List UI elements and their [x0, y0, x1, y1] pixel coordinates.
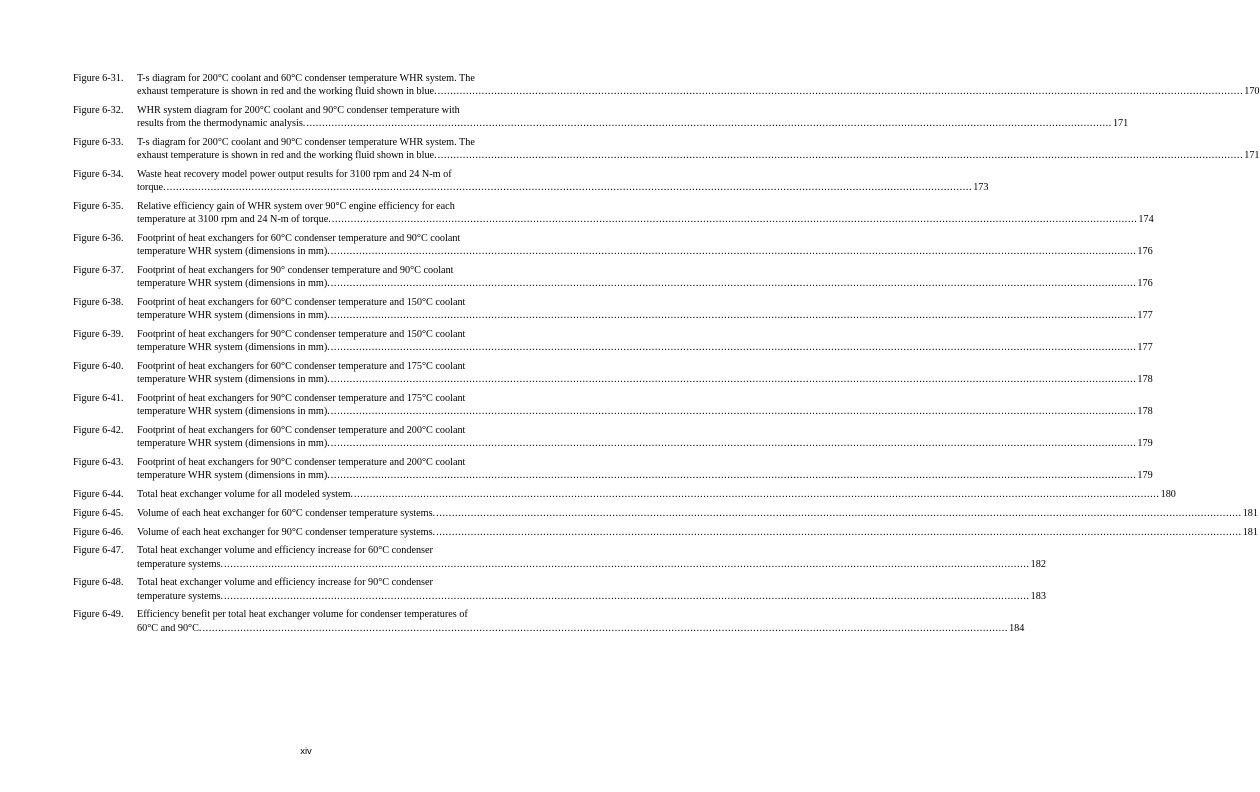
list-item[interactable] — [73, 456, 1153, 482]
figure-caption — [137, 488, 1176, 501]
page-reference[interactable]: 176 — [1137, 278, 1153, 290]
caption-text: Volume of each heat exchanger for 90°C condenser temperature systems. — [137, 526, 436, 538]
caption-last-line — [137, 85, 1260, 98]
caption-last-line — [137, 507, 1258, 520]
figure-label: Figure 6-34. — [73, 169, 124, 180]
figure-caption — [137, 168, 988, 194]
caption-last-line — [137, 558, 1046, 571]
list-of-figures — [73, 72, 1260, 640]
caption-last-line — [137, 526, 1258, 539]
list-item[interactable] — [73, 264, 1153, 290]
list-item[interactable] — [73, 526, 1258, 539]
page-number: xiv — [300, 746, 312, 757]
caption-text: 60°C and 90°C. — [137, 622, 202, 634]
list-item[interactable] — [73, 232, 1153, 258]
caption-text: torque. — [137, 182, 166, 194]
figure-caption — [137, 544, 1046, 570]
caption-line: Footprint of heat exchangers for 90°C condenser temperature and 175°C coolant — [137, 393, 466, 404]
figure-label: Figure 6-35. — [73, 201, 124, 212]
caption-line: Footprint of heat exchangers for 90°C condenser temperature and 200°C coolant — [137, 457, 466, 468]
caption-last-line — [137, 245, 1153, 258]
list-item[interactable] — [73, 328, 1153, 354]
figure-label: Figure 6-36. — [73, 233, 124, 244]
caption-last-line — [137, 373, 1153, 386]
list-item[interactable] — [73, 544, 1046, 570]
figure-label: Figure 6-47. — [73, 545, 124, 557]
caption-line: Footprint of heat exchangers for 60°C condenser temperature and 200°C coolant — [137, 425, 466, 436]
caption-last-line — [137, 149, 1260, 162]
figure-caption — [137, 526, 1258, 539]
dot-leader — [330, 405, 1138, 418]
dot-leader — [223, 558, 1031, 571]
figure-label: Figure 6-48. — [73, 577, 124, 589]
caption-text: temperature WHR system (dimensions in mm). — [137, 470, 330, 482]
figure-caption — [137, 72, 1260, 98]
caption-last-line — [137, 309, 1153, 322]
page-reference[interactable]: 183 — [1030, 590, 1046, 602]
page-reference[interactable]: 177 — [1137, 310, 1153, 322]
list-item[interactable] — [73, 168, 989, 194]
dot-leader — [330, 309, 1138, 322]
caption-last-line — [137, 405, 1153, 418]
figure-caption — [137, 608, 1024, 634]
caption-line: Footprint of heat exchangers for 90° condenser temperature and 90°C coolant — [137, 265, 454, 276]
dot-leader — [437, 85, 1245, 98]
figure-label: Figure 6-38. — [73, 297, 124, 308]
dot-leader — [330, 341, 1138, 354]
list-item[interactable] — [73, 360, 1153, 386]
figure-label: Figure 6-39. — [73, 329, 124, 340]
dot-leader — [437, 149, 1245, 162]
caption-last-line — [137, 622, 1024, 635]
caption-text: exhaust temperature is shown in red and the working fluid shown in blue. — [137, 150, 437, 162]
caption-text: Volume of each heat exchanger for 60°C condenser temperature systems. — [137, 507, 436, 519]
figure-caption — [137, 264, 1153, 290]
caption-last-line — [137, 341, 1153, 354]
page-reference[interactable]: 176 — [1137, 246, 1153, 258]
list-item[interactable] — [73, 72, 1260, 98]
page-reference[interactable]: 178 — [1137, 406, 1153, 418]
page-reference[interactable]: 171 — [1112, 118, 1129, 130]
caption-line: Footprint of heat exchangers for 60°C condenser temperature and 150°C coolant — [137, 297, 466, 308]
dot-leader — [166, 181, 974, 194]
figure-label: Figure 6-42. — [73, 425, 124, 436]
list-item[interactable] — [73, 200, 1154, 226]
dot-leader — [331, 213, 1139, 226]
page-reference[interactable]: 179 — [1137, 470, 1153, 482]
caption-text: temperature WHR system (dimensions in mm). — [137, 438, 330, 450]
caption-text: results from the thermodynamic analysis. — [137, 118, 306, 130]
caption-text: temperature systems. — [137, 590, 224, 602]
figure-label: Figure 6-37. — [73, 265, 124, 276]
dot-leader — [330, 277, 1138, 290]
caption-line: Footprint of heat exchangers for 60°C condenser temperature and 175°C coolant — [137, 361, 466, 372]
dot-leader — [330, 373, 1138, 386]
caption-last-line — [137, 469, 1153, 482]
page-reference[interactable]: 174 — [1138, 214, 1154, 226]
caption-line: T-s diagram for 200°C coolant and 60°C condenser temperature WHR system. The — [137, 73, 475, 84]
page-reference[interactable]: 173 — [973, 182, 989, 194]
list-item[interactable] — [73, 576, 1046, 602]
figure-caption — [137, 360, 1153, 386]
figure-label: Figure 6-32. — [73, 105, 124, 116]
caption-text: Total heat exchanger volume for all modeled system. — [137, 489, 353, 500]
figure-label: Figure 6-41. — [73, 393, 124, 404]
page-reference[interactable]: 177 — [1137, 342, 1153, 354]
caption-line: Relative efficiency gain of WHR system over 90°C engine efficiency for each — [137, 201, 455, 212]
caption-line: Footprint of heat exchangers for 90°C condenser temperature and 150°C coolant — [137, 329, 466, 340]
dot-leader — [305, 117, 1113, 130]
figure-label: Figure 6-46. — [73, 526, 124, 538]
dot-leader — [223, 590, 1031, 603]
caption-line: WHR system diagram for 200°C coolant and 90°C condenser temperature with — [137, 105, 460, 116]
caption-text: temperature systems. — [137, 558, 224, 570]
page-reference[interactable]: 180 — [1160, 489, 1176, 500]
dot-leader — [435, 526, 1243, 539]
caption-last-line — [137, 590, 1046, 603]
page-reference[interactable]: 181 — [1242, 526, 1258, 538]
dot-leader — [353, 488, 1161, 501]
caption-line: Efficiency benefit per total heat exchanger volume for condenser temperatures of — [137, 609, 468, 621]
caption-last-line — [137, 277, 1153, 290]
figure-caption — [137, 104, 1128, 130]
figure-caption — [137, 456, 1153, 482]
page-reference[interactable]: 178 — [1137, 374, 1153, 386]
list-item[interactable] — [73, 608, 1025, 634]
caption-line: Total heat exchanger volume and efficiency increase for 90°C condenser — [137, 577, 433, 589]
caption-text: temperature WHR system (dimensions in mm). — [137, 342, 330, 354]
figure-caption — [137, 507, 1258, 520]
caption-text: temperature WHR system (dimensions in mm). — [137, 310, 330, 322]
caption-text: exhaust temperature is shown in red and the working fluid shown in blue. — [137, 86, 437, 98]
figure-label: Figure 6-44. — [73, 489, 124, 500]
page-reference[interactable]: 184 — [1009, 622, 1025, 634]
figure-caption — [137, 328, 1153, 354]
list-item[interactable] — [73, 392, 1153, 418]
dot-leader — [435, 507, 1243, 520]
caption-line: Footprint of heat exchangers for 60°C condenser temperature and 90°C coolant — [137, 233, 461, 244]
figure-label: Figure 6-43. — [73, 457, 124, 468]
list-item[interactable] — [73, 507, 1258, 520]
dot-leader — [330, 469, 1138, 482]
list-item[interactable] — [73, 488, 1176, 501]
list-item[interactable] — [73, 104, 1129, 130]
caption-last-line — [137, 488, 1176, 501]
dot-leader — [330, 437, 1138, 450]
figure-caption — [137, 136, 1260, 162]
figure-caption — [137, 232, 1153, 258]
caption-last-line — [137, 437, 1153, 450]
figure-label: Figure 6-49. — [73, 609, 124, 621]
dot-leader — [201, 622, 1009, 635]
caption-last-line — [137, 181, 988, 194]
page-reference[interactable]: 171 — [1244, 150, 1260, 162]
caption-line: Total heat exchanger volume and efficiency increase for 60°C condenser — [137, 545, 433, 557]
page-reference[interactable]: 170 — [1244, 86, 1260, 98]
caption-text: temperature WHR system (dimensions in mm). — [137, 278, 330, 290]
caption-line: Waste heat recovery model power output results for 3100 rpm and 24 N-m of — [137, 169, 452, 180]
figure-caption — [137, 424, 1153, 450]
list-item[interactable] — [73, 424, 1153, 450]
figure-label: Figure 6-40. — [73, 361, 124, 372]
page-reference[interactable]: 181 — [1242, 507, 1258, 519]
dot-leader — [330, 245, 1138, 258]
list-item[interactable] — [73, 296, 1153, 322]
page-reference[interactable]: 182 — [1030, 558, 1046, 570]
figure-label: Figure 6-33. — [73, 137, 124, 148]
figure-caption — [137, 200, 1154, 226]
page-reference[interactable]: 179 — [1137, 438, 1153, 450]
caption-last-line — [137, 117, 1128, 130]
caption-text: temperature WHR system (dimensions in mm). — [137, 374, 330, 386]
caption-line: T-s diagram for 200°C coolant and 90°C condenser temperature WHR system. The — [137, 137, 475, 148]
list-item[interactable] — [73, 136, 1260, 162]
caption-text: temperature WHR system (dimensions in mm). — [137, 246, 330, 258]
figure-label: Figure 6-45. — [73, 507, 124, 519]
figure-label: Figure 6-31. — [73, 73, 124, 84]
figure-caption — [137, 296, 1153, 322]
figure-caption — [137, 576, 1046, 602]
caption-last-line — [137, 213, 1154, 226]
caption-text: temperature WHR system (dimensions in mm). — [137, 406, 330, 418]
caption-text: temperature at 3100 rpm and 24 N-m of torque. — [137, 214, 331, 226]
figure-caption — [137, 392, 1153, 418]
